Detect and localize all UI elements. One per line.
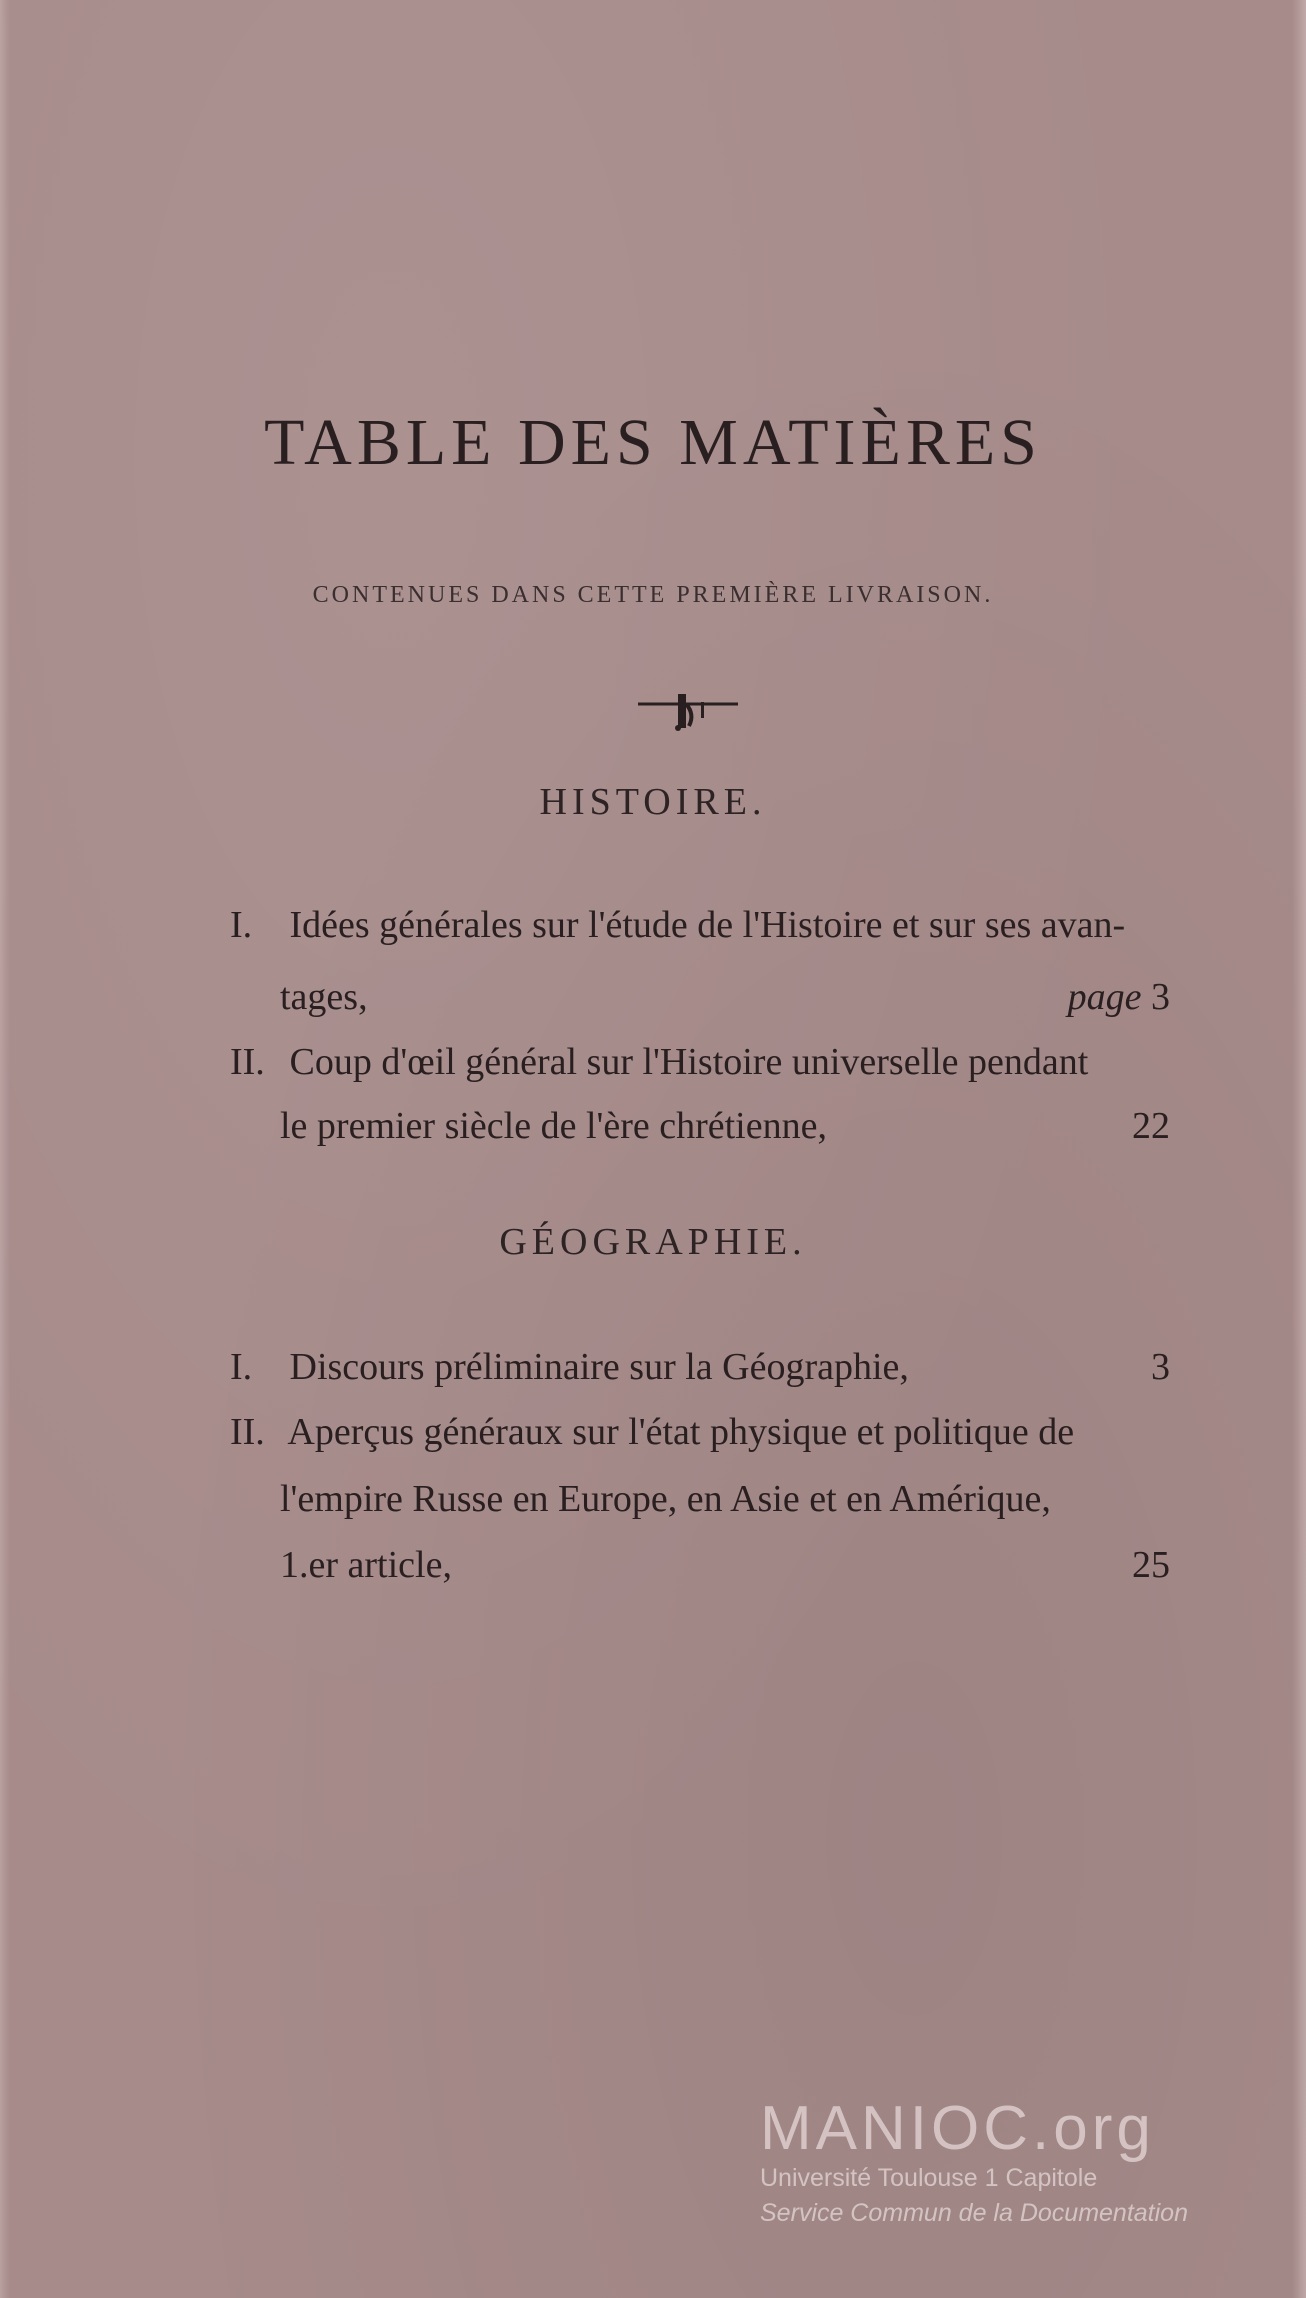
section-heading-geographie: GÉOGRAPHIE.: [499, 1221, 807, 1263]
ornament-icon: [633, 688, 743, 738]
toc-entry-histoire-2-cont: [280, 1104, 1170, 1148]
entry-text-cont: tages,: [280, 976, 368, 1018]
manioc-watermark: [760, 2094, 1260, 2228]
entry-text: Idées générales sur l'étude de l'Histoire et sur ses avan-: [289, 904, 1126, 946]
section-heading-histoire: HISTOIRE.: [539, 781, 767, 823]
entry-text-cont: l'empire Russe en Europe, en Asie et en Amérique,: [280, 1478, 1051, 1520]
toc-entry-geographie-2: [230, 1410, 1170, 1454]
page-label: page: [1067, 976, 1142, 1018]
page-number: 3: [1151, 976, 1170, 1018]
page-subtitle: CONTENUES DANS CETTE PREMIÈRE LIVRAISON.: [312, 582, 994, 608]
entry-text-cont: le premier siècle de l'ère chrétienne,: [280, 1105, 827, 1147]
manioc-logo: MANIOC.org: [760, 2094, 1155, 2163]
watermark-university: Université Toulouse 1 Capitole: [760, 2164, 1098, 2192]
entry-text: Aperçus généraux sur l'état physique et politique de: [287, 1411, 1075, 1453]
toc-entry-histoire-1: [230, 903, 1170, 947]
toc-entry-geographie-2-cont2: [280, 1543, 1170, 1587]
toc-entry-geographie-1: [230, 1345, 1170, 1389]
page-number: 22: [1132, 1105, 1170, 1147]
toc-entry-histoire-1-cont: [280, 975, 1170, 1019]
entry-page: [1068, 975, 1170, 1019]
entry-text: Coup d'œil général sur l'Histoire universelle pendant: [289, 1041, 1089, 1083]
entry-number: II.: [230, 1411, 265, 1453]
entry-number: II.: [230, 1041, 265, 1083]
page-edge-right: [1292, 0, 1306, 2298]
entry-text-cont: 1.er article,: [280, 1544, 452, 1586]
page-edge-left: [0, 0, 10, 2298]
toc-entry-geographie-2-cont1: [280, 1477, 1170, 1521]
entry-text: Discours préliminaire sur la Géographie,: [289, 1346, 909, 1388]
watermark-service: Service Commun de la Documentation: [760, 2199, 1188, 2227]
page-title: TABLE DES MATIÈRES: [264, 406, 1042, 479]
page-number: 25: [1132, 1544, 1170, 1586]
entry-number: I.: [230, 1346, 253, 1388]
toc-entry-histoire-2: [230, 1040, 1170, 1084]
entry-number: I.: [230, 904, 253, 946]
page-number: 3: [1151, 1346, 1170, 1388]
